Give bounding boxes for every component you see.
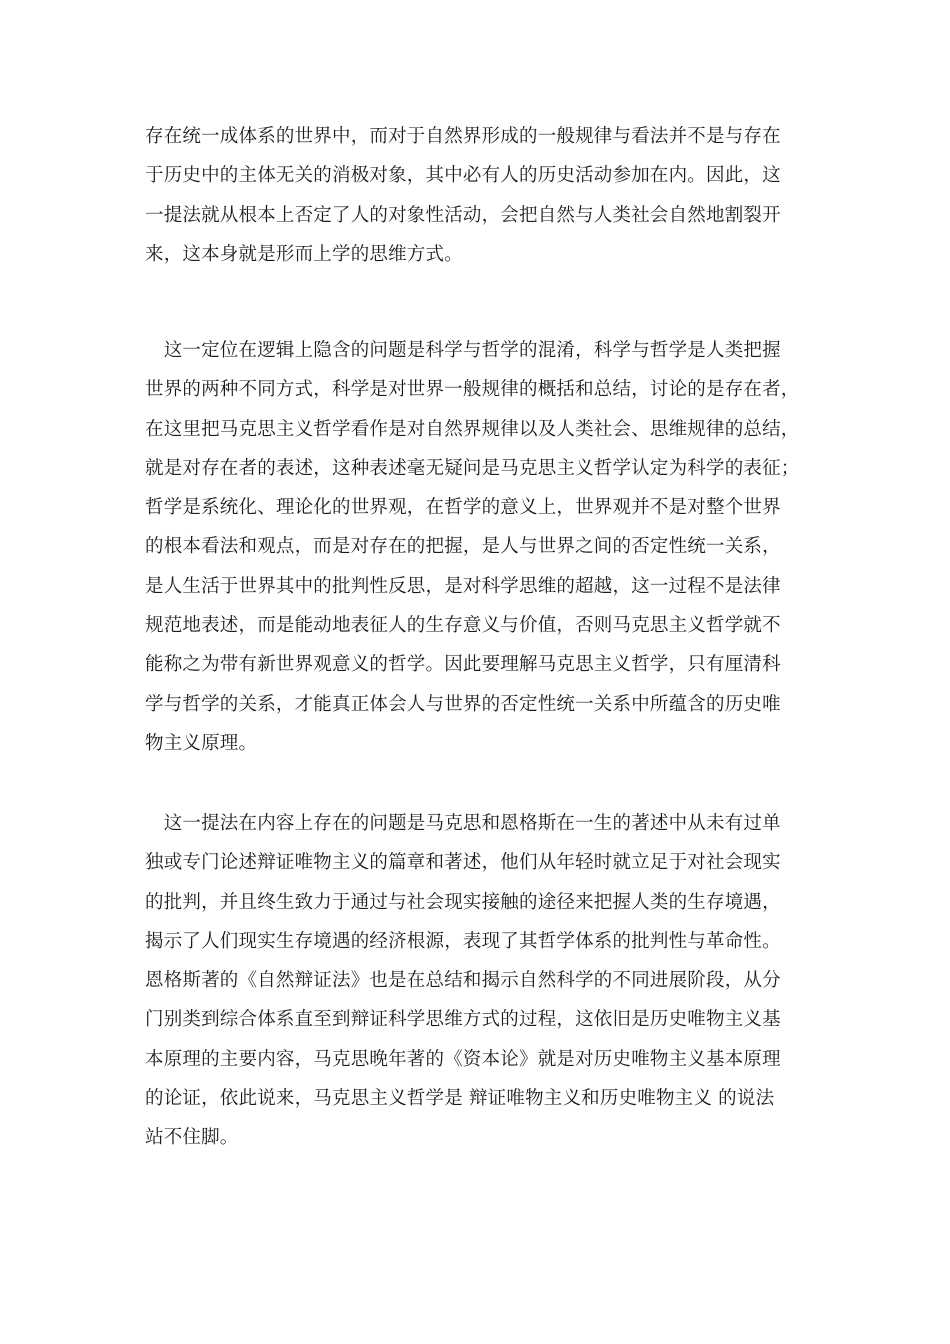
text-line: 恩格斯著的《自然辩证法》也是在总结和揭示自然科学的不同进展阶段，从分 xyxy=(145,970,781,992)
text-line: 世界的两种不同方式，科学是对世界一般规律的概括和总结，讨论的是存在者， xyxy=(145,379,800,401)
text-line: 站不住脚。 xyxy=(145,1127,239,1149)
text-line: 的批判，并且终生致力于通过与社会现实接触的途径来把握人类的生存境遇， xyxy=(145,891,781,913)
paragraph-1 xyxy=(145,117,810,274)
text-line: 物主义原理。 xyxy=(145,732,258,754)
text-line: 本原理的主要内容，马克思晚年著的《资本论》就是对历史唯物主义基本原理 xyxy=(145,1048,781,1070)
text-line: 存在统一成体系的世界中，而对于自然界形成的一般规律与看法并不是与存在 xyxy=(145,126,781,147)
text-line: 是人生活于世界其中的批判性反思，是对科学思维的超越，这一过程不是法律 xyxy=(145,575,781,597)
paragraph-2 xyxy=(145,331,810,763)
text-line: 规范地表述，而是能动地表征人的生存意义与价值，否则马克思主义哲学就不 xyxy=(145,615,781,637)
text-line: 这一定位在逻辑上隐含的问题是科学与哲学的混淆，科学与哲学是人类把握 xyxy=(145,340,781,361)
text-line: 独或专门论述辩证唯物主义的篇章和著述，他们从年轻时就立足于对社会现实 xyxy=(145,852,781,874)
text-line: 的论证，依此说来，马克思主义哲学是 辩证唯物主义和历史唯物主义 的说法 xyxy=(145,1088,775,1110)
text-line: 学与哲学的关系，才能真正体会人与世界的否定性统一关系中所蕴含的历史唯 xyxy=(145,693,781,715)
text-line: 在这里把马克思主义哲学看作是对自然界规律以及人类社会、思维规律的总结， xyxy=(145,418,800,440)
paragraph-3 xyxy=(145,804,810,1158)
text-line: 的根本看法和观点，而是对存在的把握，是人与世界之间的否定性统一关系， xyxy=(145,536,781,558)
text-line: 这一提法在内容上存在的问题是马克思和恩格斯在一生的著述中从未有过单 xyxy=(145,813,781,834)
text-line: 来，这本身就是形而上学的思维方式。 xyxy=(145,243,463,265)
text-line: 就是对存在者的表述，这种表述毫无疑问是马克思主义哲学认定为科学的表征； xyxy=(145,457,800,479)
text-line: 门别类到综合体系直至到辩证科学思维方式的过程，这依旧是历史唯物主义基 xyxy=(145,1009,781,1031)
text-line: 哲学是系统化、理论化的世界观，在哲学的意义上，世界观并不是对整个世界 xyxy=(145,497,781,519)
text-line: 一提法就从根本上否定了人的对象性活动，会把自然与人类社会自然地割裂开 xyxy=(145,204,781,226)
text-line: 揭示了人们现实生存境遇的经济根源，表现了其哲学体系的批判性与革命性。 xyxy=(145,930,781,952)
text-line: 能称之为带有新世界观意义的哲学。因此要理解马克思主义哲学，只有厘清科 xyxy=(145,654,781,676)
text-line: 于历史中的主体无关的消极对象，其中必有人的历史活动参加在内。因此，这 xyxy=(145,165,781,187)
